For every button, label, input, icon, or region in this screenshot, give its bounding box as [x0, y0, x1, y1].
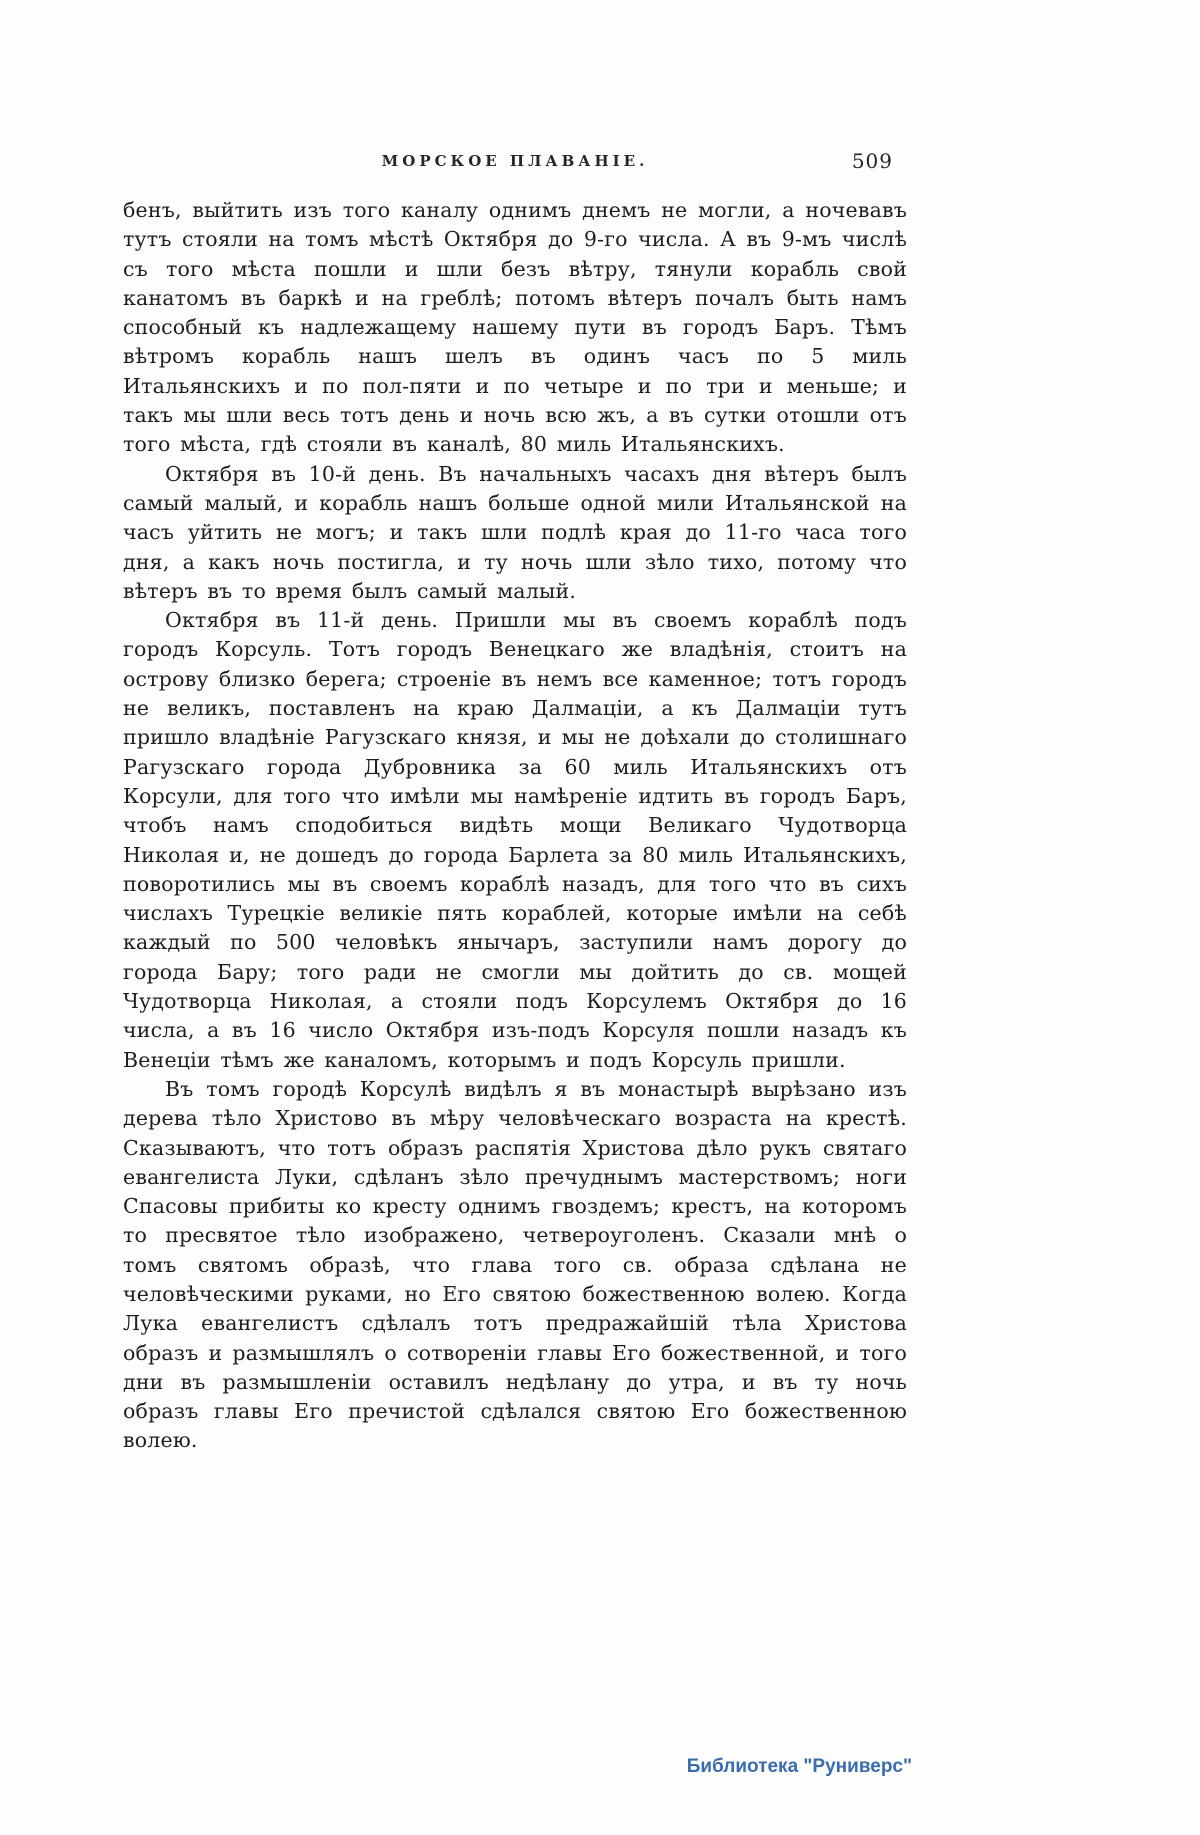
running-head — [123, 149, 907, 180]
paragraph-october-10: Октября въ 10-й день. Въ начальныхъ часахъ дня вѣтеръ былъ самый малый, и корабль нашъ больше одной мили Итальянской на часъ уйтить не могъ; и такъ шли подлѣ края до 11-го часа того дня, а какъ ночь постигла, и ту ночь шли зѣло тихо, потому что вѣтеръ въ то время былъ самый малый. — [123, 461, 907, 603]
paragraph-october-11: Октября въ 11-й день. Пришли мы въ своемъ кораблѣ подъ городъ Корсуль. Тотъ городъ Венецкаго же владѣнія, стоитъ на острову близко берега; строеніе въ немъ все каменное; тотъ городъ не великъ, поставленъ на краю Далмаціи, а къ Далмаціи тутъ пришло владѣніе Рагузскаго князя, и мы не доѣхали до столишнаго Рагузскаго города Дубровника за 60 миль Итальянскихъ отъ Корсули, для того что имѣли мы намѣреніе идтить въ городъ Баръ, чтобъ намъ сподобиться видѣть мощи Великаго Чудотворца Николая и, не дошедъ до города Барлета за 80 миль Итальянскихъ, поворотились мы въ своемъ кораблѣ назадъ, для того что въ сихъ числахъ Турецкіе великіе пять кораблей, которые имѣли на себѣ каждый по 500 человѣкъ янычаръ, заступили намъ дорогу до города Бару; того ради не смогли мы дойтить до св. мощей Чудотворца Николая, а стояли подъ Корсулемъ Октября до 16 числа, а въ 16 число Октября изъ-подъ Корсуля пошли назадъ къ Венеціи тѣмъ же каналомъ, которымъ и подъ Корсуль пришли. — [123, 608, 907, 1072]
library-watermark: Библиотека "Руниверс" — [686, 1756, 912, 1777]
paragraph-korcula-crucifix: Въ томъ городѣ Корсулѣ видѣлъ я въ монастырѣ вырѣзано изъ дерева тѣло Христово въ мѣру человѣческаго возраста на крестѣ. Сказываютъ, что тотъ образъ распятія Христова дѣло рукъ святаго евангелиста Луки, сдѣланъ зѣло пречуднымъ мастерствомъ; ноги Спасовы прибиты ко кресту однимъ гвоздемъ; крестъ, на которомъ то пресвятое тѣло изображено, четвероуголенъ. Сказали мнѣ о томъ святомъ образѣ, что глава того св. образа сдѣлана не человѣческими руками, но Его святою божественною волею. Когда Лука евангелистъ сдѣлалъ тотъ предражайшій тѣла Христова образъ и размышлялъ о сотвореніи главы Его божественной, и того дни въ размышленіи оставилъ недѣлану до утра, и въ ту ночь образъ главы Его пречистой сдѣлался святою Его божественною волею. — [123, 1076, 907, 1453]
page-title: МОРСКОЕ ПЛАВАНІЕ. — [381, 152, 649, 170]
body-text — [123, 196, 907, 1456]
paragraph-continuation: бенъ, выйтить изъ того каналу однимъ днемъ не могли, а ночевавъ тутъ стояли на томъ мѣстѣ Октября до 9-го числа. А въ 9-мъ числѣ съ того мѣста пошли и шли безъ вѣтру, тянули корабль свой канатомъ въ баркѣ и на греблѣ; потомъ вѣтеръ почалъ быть намъ способный къ надлежащему нашему пути въ городъ Баръ. Тѣмъ вѣтромъ корабль нашъ шелъ въ одинъ часъ по 5 миль Итальянскихъ и по пол-пяти и по четыре и по три и меньше; и такъ мы шли весь тотъ день и ночь всю жъ, а въ сутки отошли отъ того мѣста, гдѣ стояли въ каналѣ, 80 миль Итальянскихъ. — [123, 198, 907, 457]
page-number: 509 — [851, 149, 893, 173]
